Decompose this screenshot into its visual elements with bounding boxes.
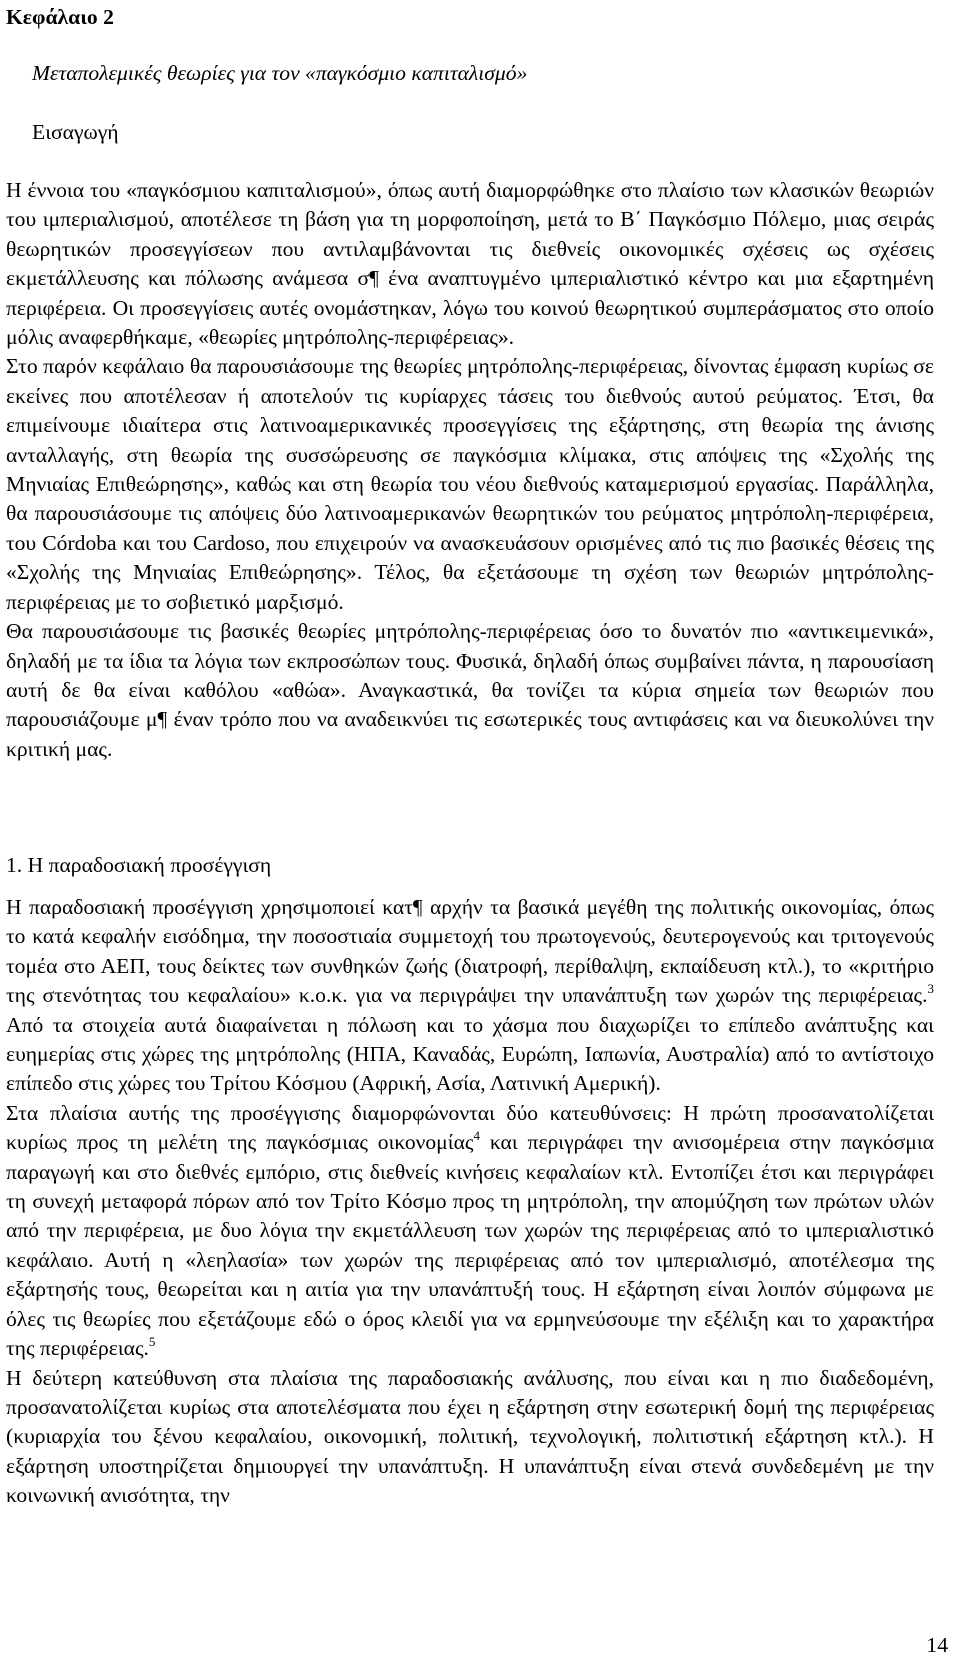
paragraph-text: Στα πλαίσια αυτής της προσέγγισης διαμορφώνονται δύο κατευθύνσεις: Η πρώτη προσανατολίζεται κυρίως προς τη μελέτη της παγκόσμιας οικονομίας — [6, 1100, 934, 1155]
section-body — [6, 893, 934, 1511]
chapter-title: Κεφάλαιο 2 — [6, 5, 114, 29]
intro-paragraph: Θα παρουσιάσουμε τις βασικές θεωρίες μητρόπολης-περιφέρειας όσο το δυνατόν πιο «αντικειμενικά», δηλαδή με τα ίδια τα λόγια των εκπροσώπων τους. Φυσικά, δηλαδή όπως συμβαίνει πάντα, η παρουσίαση αυτή δε θα είναι καθόλου «αθώα». Αναγκαστικά, θα τονίζει τα κύρια σημεία των θεωριών που παρουσιάζουμε μ¶ έναν τρόπο που να αναδεικνύει τις εσωτερικές τους αντιφάσεις και να διευκολύνει την κριτική μας. — [6, 619, 934, 761]
intro-heading: Εισαγωγή — [32, 120, 119, 144]
section-paragraph — [6, 893, 934, 1099]
section-heading: 1. Η παραδοσιακή προσέγγιση — [6, 853, 272, 877]
footnote-ref[interactable]: 3 — [927, 981, 934, 997]
footnote-ref[interactable]: 4 — [473, 1128, 480, 1144]
chapter-subtitle: Μεταπολεμικές θεωρίες για τον «παγκόσμιο καπιταλισμό» — [32, 61, 528, 85]
paragraph-text: και περιγράφει την ανισομέρεια στην παγκόσμια παραγωγή και στο διεθνές εμπόριο, στις διεθνείς κινήσεις κεφαλαίων κτλ. Εντοπίζει έτσι και περιγράφει τη συνεχή μεταφορά πόρων από τον Τρίτο Κόσμο προς τη μητρόπολη, την απομύζηση των πρώτων υλών από την περιφέρεια, με δυο λόγια την εκμετάλλευση των χωρών της περιφέρειας από το ιμπεριαλιστικό κεφάλαιο. Αυτή η «λεηλασία» των χωρών της περιφέρειας από τον ιμπεριαλισμό, αποτέλεσμα της εξάρτησής τους, θεωρείται και η αιτία για την υπανάπτυξή τους. Η εξάρτηση είναι λοιπόν σύμφωνα με όλες τις θεωρίες που εξετάζουμε εδώ ο όρος κλειδί για να ερμηνεύσουμε την εξέλιξη και το χαρακτήρα της περιφέρειας. — [6, 1130, 934, 1361]
intro-paragraph: Στο παρόν κεφάλαιο θα παρουσιάσουμε της θεωρίες μητρόπολης-περιφέρειας, δίνοντας έμφαση κυρίως σε εκείνες που αποτέλεσαν ή αποτελούν τις κυρίαρχες τάσεις του διεθνούς αυτού ρεύματος. Έτσι, θα επιμείνουμε ιδιαίτερα στις λατινοαμερικανικές προσεγγίσεις της εξάρτησης, στη θεωρία της άνισης ανταλλαγής, στη θεωρία της συσσώρευσης σε παγκόσμια κλίμακα, στις απόψεις της «Σχολής της Μηνιαίας Επιθεώρησης», καθώς και στη θεωρία του νέου διεθνούς καταμερισμού εργασίας. Παράλληλα, θα παρουσιάσουμε τις απόψεις δύο λατινοαμερικανών θεωρητικών του ρεύματος μητρόπολη-περιφέρεια, του Córdoba και του Cardoso, που επιχειρούν να ανασκευάσουν ορισμένες από τις πιο βασικές θέσεις της «Σχολής της Μηνιαίας Επιθεώρησης». Τέλος, θα εξετάσουμε τη σχέση των θεωριών μητρόπολης-περιφέρειας με το σοβιετικό μαρξισμό. — [6, 354, 934, 614]
footnote-ref[interactable]: 5 — [148, 1334, 156, 1350]
section-paragraph: Η δεύτερη κατεύθυνση στα πλαίσια της παραδοσιακής ανάλυσης, που είναι και η πιο διαδεδομένη, προσανατολίζεται κυρίως στα αποτελέσματα που έχει η εξάρτηση στην εσωτερική δομή της περιφέρειας (κυριαρχία του ξένου κεφαλαίου, οικονομική, πολιτική, τεχνολογική, πολιτιστική εξάρτηση κτλ.). Η εξάρτηση υποστηρίζεται δημιουργεί την υπανάπτυξη. Η υπανάπτυξη είναι στενά συνδεδεμένη με την κοινωνική ανισότητα, την — [6, 1365, 934, 1508]
paragraph-text: Από τα στοιχεία αυτά διαφαίνεται η πόλωση και το χάσμα που διαχωρίζει το επίπεδο ανάπτυξης και ευημερίας στις χώρες της μητρόπολης (ΗΠΑ, Καναδάς, Ευρώπη, Ιαπωνία, Αυστραλία) από το αντίστοιχο επίπεδο στις χώρες του Τρίτου Κόσμου (Αφρική, Ασία, Λατινική Αμερική). — [6, 1012, 934, 1096]
page-number: 14 — [926, 1633, 948, 1657]
paragraph-text: Η παραδοσιακή προσέγγιση χρησιμοποιεί κατ¶ αρχήν τα βασικά μεγέθη της πολιτικής οικονομίας, όπως το κατά κεφαλήν εισόδημα, την ποσοστιαία συμμετοχή του πρωτογενούς, δευτερογενούς και τριτογενούς τομέα στο ΑΕΠ, τους δείκτες των συνθηκών ζωής (διατροφή, περίθαλψη, εκπαίδευση κτλ.), το «κριτήριο της στενότητας του κεφαλαίου» κ.ο.κ. για να περιγράψει την υπανάπτυξη των χωρών της περιφέρειας. — [6, 895, 934, 1008]
section-paragraph — [6, 1099, 934, 1364]
intro-paragraph: Η έννοια του «παγκόσμιου καπιταλισμού», όπως αυτή διαμορφώθηκε στο πλαίσιο των κλασικών θεωριών του ιμπεριαλισμού, αποτέλεσε τη βάση για τη μορφοποίηση, μετά το Β΄ Παγκόσμιο Πόλεμο, μιας σειράς θεωρητικών προσεγγίσεων που αντιλαμβάνονται τις διεθνείς οικονομικές σχέσεις ως σχέσεις εκμετάλλευσης και πόλωσης ανάμεσα σ¶ ένα αναπτυγμένο ιμπεριαλιστικό κέντρο και μια εξαρτημένη περιφέρεια. Οι προσεγγίσεις αυτές ονομάστηκαν, λόγω του κοινού θεωρητικού συμπεράσματος στο οποίο μόλις αναφερθήκαμε, «θεωρίες μητρόπολης-περιφέρειας». — [6, 178, 934, 350]
intro-body — [6, 176, 934, 764]
